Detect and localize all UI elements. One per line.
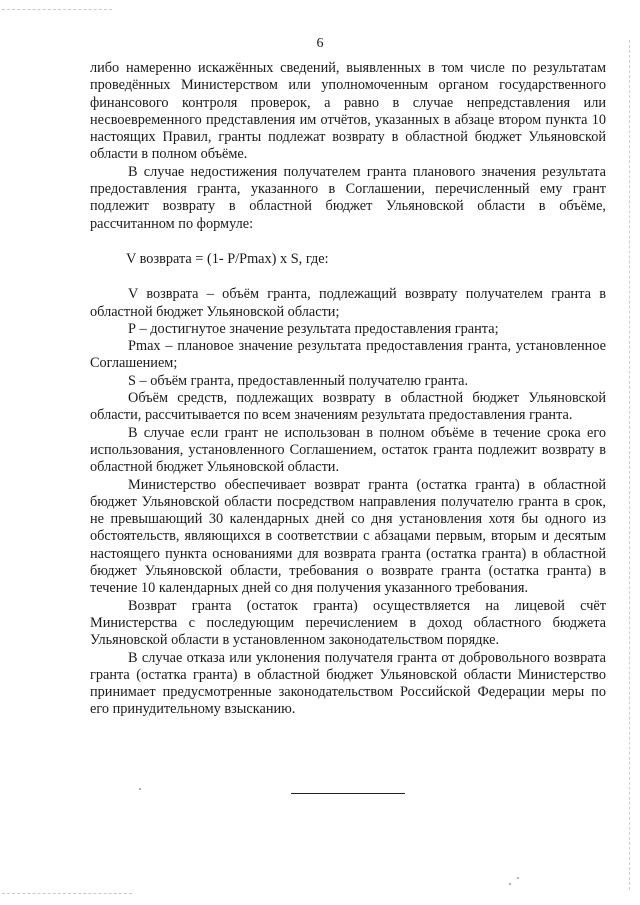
scan-speck	[139, 788, 141, 790]
paragraph: В случае если грант не использован в полном объёме в течение срока его использования, установленного Соглашением, остаток гранта подлежит возврату в областной бюджет Ульяновской области.	[90, 424, 606, 476]
formula: V возврата = (1- P/Pmax) x S, где:	[126, 250, 329, 267]
paragraph: Объём средств, подлежащих возврату в областной бюджет Ульяновской области, рассчитывается по всем значениям результата предоставления гранта.	[90, 390, 606, 424]
scan-border-right	[629, 40, 630, 890]
paragraph: Министерство обеспечивает возврат гранта (остатка гранта) в областной бюджет Ульяновской области посредством направления получателю гранта в срок, не превышающий 30 календарных дней со дня установления хотя бы одного из обстоятельств, являющихся в соответствии с абзацами первым, вторым и десятым настоящего пункта основаниями для возврата гранта (остатка гранта) в областной бюджет Ульяновской области, требования о возврате гранта (остатка гранта) в течение 10 календарных дней со дня получения указанного требования.	[90, 476, 606, 597]
paragraph: Р – достигнутое значение результата предоставления гранта;	[128, 320, 499, 337]
paragraph: S – объём гранта, предоставленный получателю гранта.	[128, 372, 469, 389]
scan-border-bottom	[2, 893, 132, 894]
paragraph: В случае недостижения получателем гранта планового значения результата предоставления гранта, указанного в Соглашении, перечисленный ему грант подлежит возврату в областной бюджет Ульяновской области в объёме, рассчитанном по формуле:	[90, 163, 606, 232]
paragraph: Pmax – плановое значение результата предоставления гранта, установленное Соглашением;	[90, 338, 606, 372]
page-number: 6	[316, 36, 324, 51]
scan-border-top	[2, 9, 112, 10]
scan-speck	[509, 883, 511, 885]
scan-speck	[517, 877, 519, 879]
paragraph: либо намеренно искажённых сведений, выявленных в том числе по результатам проведённых Министерством или уполномоченным органом государственного финансового контроля проверок, а равно в случае непредставления или несвоевременного представления им отчётов, указанных в абзаце втором пункта 10 настоящих Правил, гранты подлежат возврату в областной бюджет Ульяновской области в полном объёме.	[90, 60, 606, 163]
paragraph: В случае отказа или уклонения получателя гранта от добровольного возврата гранта (остатка гранта) в областной бюджет Ульяновской области Министерство принимает предусмотренные законодательством Российской Федерации меры по его принудительному взысканию.	[90, 649, 606, 718]
end-rule	[291, 793, 405, 794]
paragraph: Возврат гранта (остаток гранта) осуществляется на лицевой счёт Министерства с последующим перечислением в доход областного бюджета Ульяновской области в установленном законодательством порядке.	[90, 597, 606, 649]
paragraph: V возврата – объём гранта, подлежащий возврату получателем гранта в областной бюджет Ульяновской области;	[90, 286, 606, 320]
document-body	[90, 60, 606, 719]
